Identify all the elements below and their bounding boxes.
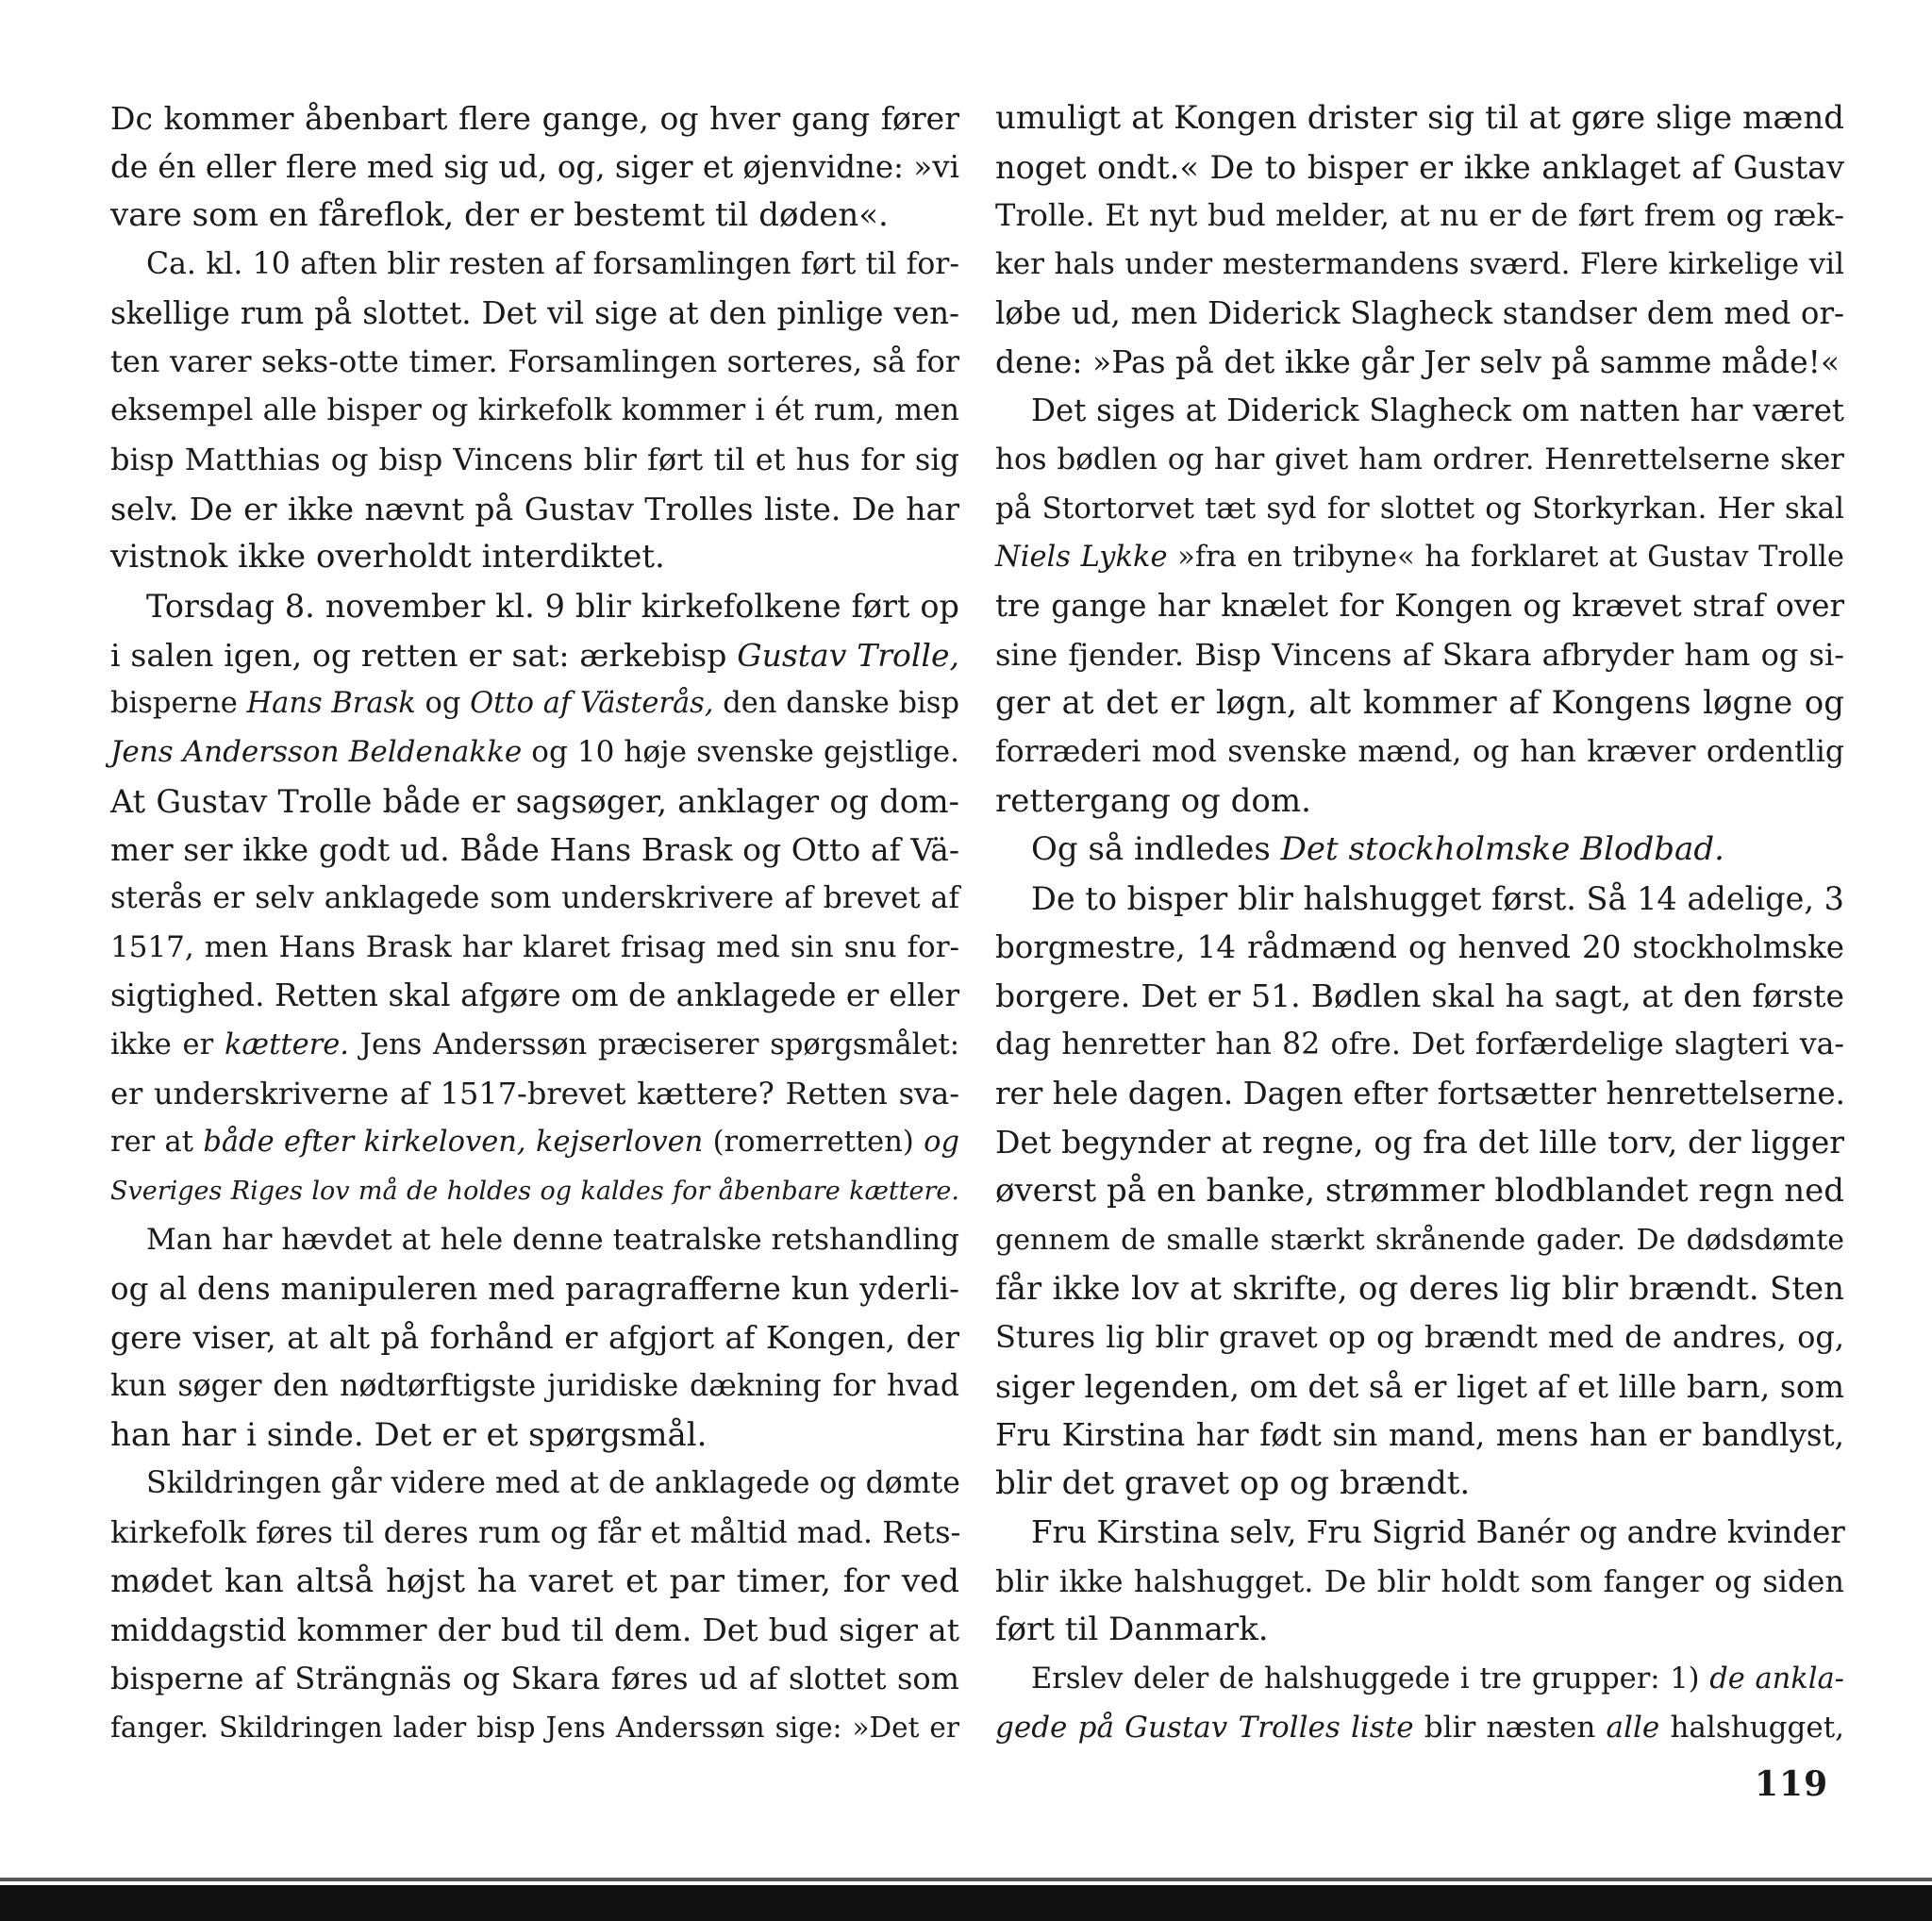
text-line: på Stortorvet tæt syd for slottet og Storkyrkan. Her skal [995,491,1844,526]
text-line: eksempel alle bisper og kirkefolk kommer i ét rum, men [110,393,959,428]
text-line: fanger. Skildringen lader bisp Jens Anderssøn sige: »Det er [110,1711,959,1744]
text-line: borgmestre, 14 rådmænd og henved 20 stockholmske [995,928,1844,965]
text-line: Fru Kirstina har født sin mand, mens han er bandlyst, [995,1416,1844,1453]
text-line: kirkefolk føres til deres rum og får et måltid mad. Rets- [110,1513,961,1550]
text-line: vistnok ikke overholdt interdiktet. [110,538,665,576]
text-line: Niels Lykke »fra en tribyne« ha forklaret at Gustav Trolle [995,541,1844,575]
text-line: bisperne Hans Brask og Otto af Västerås, den danske bisp [110,687,959,721]
text-line: i salen igen, og retten er sat: ærkebisp Gustav Trolle, [110,636,959,674]
page-number: 119 [1755,1764,1829,1804]
text-line: Man har hævdet at hele denne teatralske retshandling [146,1222,959,1257]
text-line: kun søger den nødtørftigste juridiske dækning for hvad [110,1368,959,1403]
text-line: øverst på en banke, strømmer blodblandet regn ned [995,1172,1845,1211]
text-line: Sveriges Riges lov må de holdes og kaldes for åbenbare kættere. [110,1177,959,1207]
text-line: mer ser ikke godt ud. Både Hans Brask og Otto af Vä- [110,831,959,869]
text-line: skellige rum på slottet. Det vil sige at den pinlige ven- [110,294,959,331]
scan-edge-bar [0,1885,1932,1921]
text-line: borgere. Det er 51. Bødlen skal ha sagt, at den første [995,977,1844,1015]
text-line: gere viser, at alt på forhånd er afgjort af Kongen, der [110,1319,959,1357]
text-line: noget ondt.« De to bisper er ikke anklaget af Gustav [995,148,1844,186]
text-line: får ikke lov at skrifte, og deres lig blir brændt. Sten [995,1269,1844,1308]
text-line: er underskriverne af 1517-brevet kættere? Retten sva- [110,1075,959,1111]
text-line: bisperne af Strängnäs og Skara føres ud af slottet som [110,1661,959,1696]
left-text-column [110,94,959,1752]
text-line: rer hele dagen. Dagen efter fortsætter henrettelserne. [995,1075,1845,1111]
text-line: sterås er selv anklagede som underskrivere af brevet af [110,881,959,915]
text-line: Jens Andersson Beldenakke og 10 høje svenske gejstlige. [110,734,959,769]
text-line: Erslev deler de halshuggede i tre grupper: 1) de ankla- [1031,1662,1844,1695]
text-line: siger legenden, om det så er liget af et lille barn, som [995,1367,1844,1405]
text-line: hos bødlen og har givet ham ordrer. Henrettelserne sker [995,442,1844,476]
text-line: tre gange har knælet for Kongen og krævet straf over [995,587,1844,624]
text-line: Dc kommer åbenbart flere gange, og hver gang fører [110,100,959,137]
text-line: Ca. kl. 10 aften blir resten af forsamlingen ført til for- [146,247,959,282]
text-line: ten varer seks-otte timer. Forsamlingen sorteres, så for [110,343,959,380]
text-line: Og så indledes Det stockholmske Blodbad. [1031,830,1724,869]
text-line: De to bisper blir halshugget først. Så 14 adelige, 3 [1031,880,1844,917]
text-line: Torsdag 8. november kl. 9 blir kirkefolkene ført op [146,587,959,625]
text-line: Fru Kirstina selv, Fru Sigrid Banér og andre kvinder [1031,1513,1845,1550]
text-line: Det siges at Diderick Slagheck om natten har været [1031,393,1844,429]
text-line: ikke er kættere. Jens Anderssøn præciserer spørgsmålet: [110,1028,959,1062]
text-line: Trolle. Et nyt bud melder, at nu er de ført frem og ræk- [995,197,1844,234]
text-line: rettergang og dom. [995,781,1311,820]
text-line: og al dens manipuleren med paragrafferne kun yderli- [110,1270,959,1307]
text-line: At Gustav Trolle både er sagsøger, anklager og dom- [110,782,959,820]
text-line: blir ikke halshugget. De blir holdt som fanger og siden [995,1562,1844,1599]
text-line: gennem de smalle stærkt skrånende gader. De dødsdømte [995,1223,1844,1257]
text-line: bisp Matthias og bisp Vincens blir ført til et hus for sig [110,441,959,477]
text-line: sigtighed. Retten skal afgøre om de anklagede er eller [110,977,959,1014]
text-line: han har i sinde. Det er et spørgsmål. [110,1415,708,1454]
text-line: selv. De er ikke nævnt på Gustav Trolles liste. De har [110,490,959,527]
text-line: sine fjender. Bisp Vincens af Skara afbryder ham og si- [995,636,1844,673]
scan-edge-line [0,1878,1932,1881]
text-line: Det begynder at regne, og fra det lille torv, der ligger [995,1124,1844,1161]
text-line: forræderi mod svenske mænd, og han kræver ordentlig [995,734,1844,769]
text-line: Stures lig blir gravet op og brændt med de andres, og, [995,1319,1844,1356]
text-line: løbe ud, men Diderick Slagheck standser dem med or- [995,294,1844,331]
text-line: ker hals under mestermandens sværd. Flere kirkelige vil [995,247,1844,282]
text-line: 1517, men Hans Brask har klaret frisag med sin snu for- [110,929,959,964]
text-line: rer at både efter kirkeloven, kejserloven (romerretten) og [110,1126,959,1160]
text-line: vare som en fåreflok, der er bestemt til døden«. [110,196,889,235]
right-text-column [995,94,1844,1752]
text-line: Skildringen går videre med at de anklagede og dømte [146,1466,960,1501]
text-line: middagstid kommer der bud til dem. Det bud siger at [110,1612,959,1649]
text-line: gede på Gustav Trolles liste blir næsten alle halshugget, [995,1710,1845,1745]
text-line: dene: »Pas på det ikke går Jer selv på samme måde!« [995,343,1840,381]
text-line: de én eller flere med sig ud, og, siger et øjenvidne: »vi [110,148,959,185]
text-line: ger at det er løgn, alt kommer af Kongens løgne og [995,684,1844,723]
text-line: umuligt at Kongen drister sig til at gøre slige mænd [995,99,1844,137]
text-line: mødet kan altså højst ha varet et par timer, for ved [110,1562,959,1600]
text-line: blir det gravet op og brændt. [995,1464,1471,1503]
text-line: ført til Danmark. [995,1611,1269,1649]
text-line: dag henretter han 82 ofre. Det forfærdelige slagteri va- [995,1027,1844,1062]
